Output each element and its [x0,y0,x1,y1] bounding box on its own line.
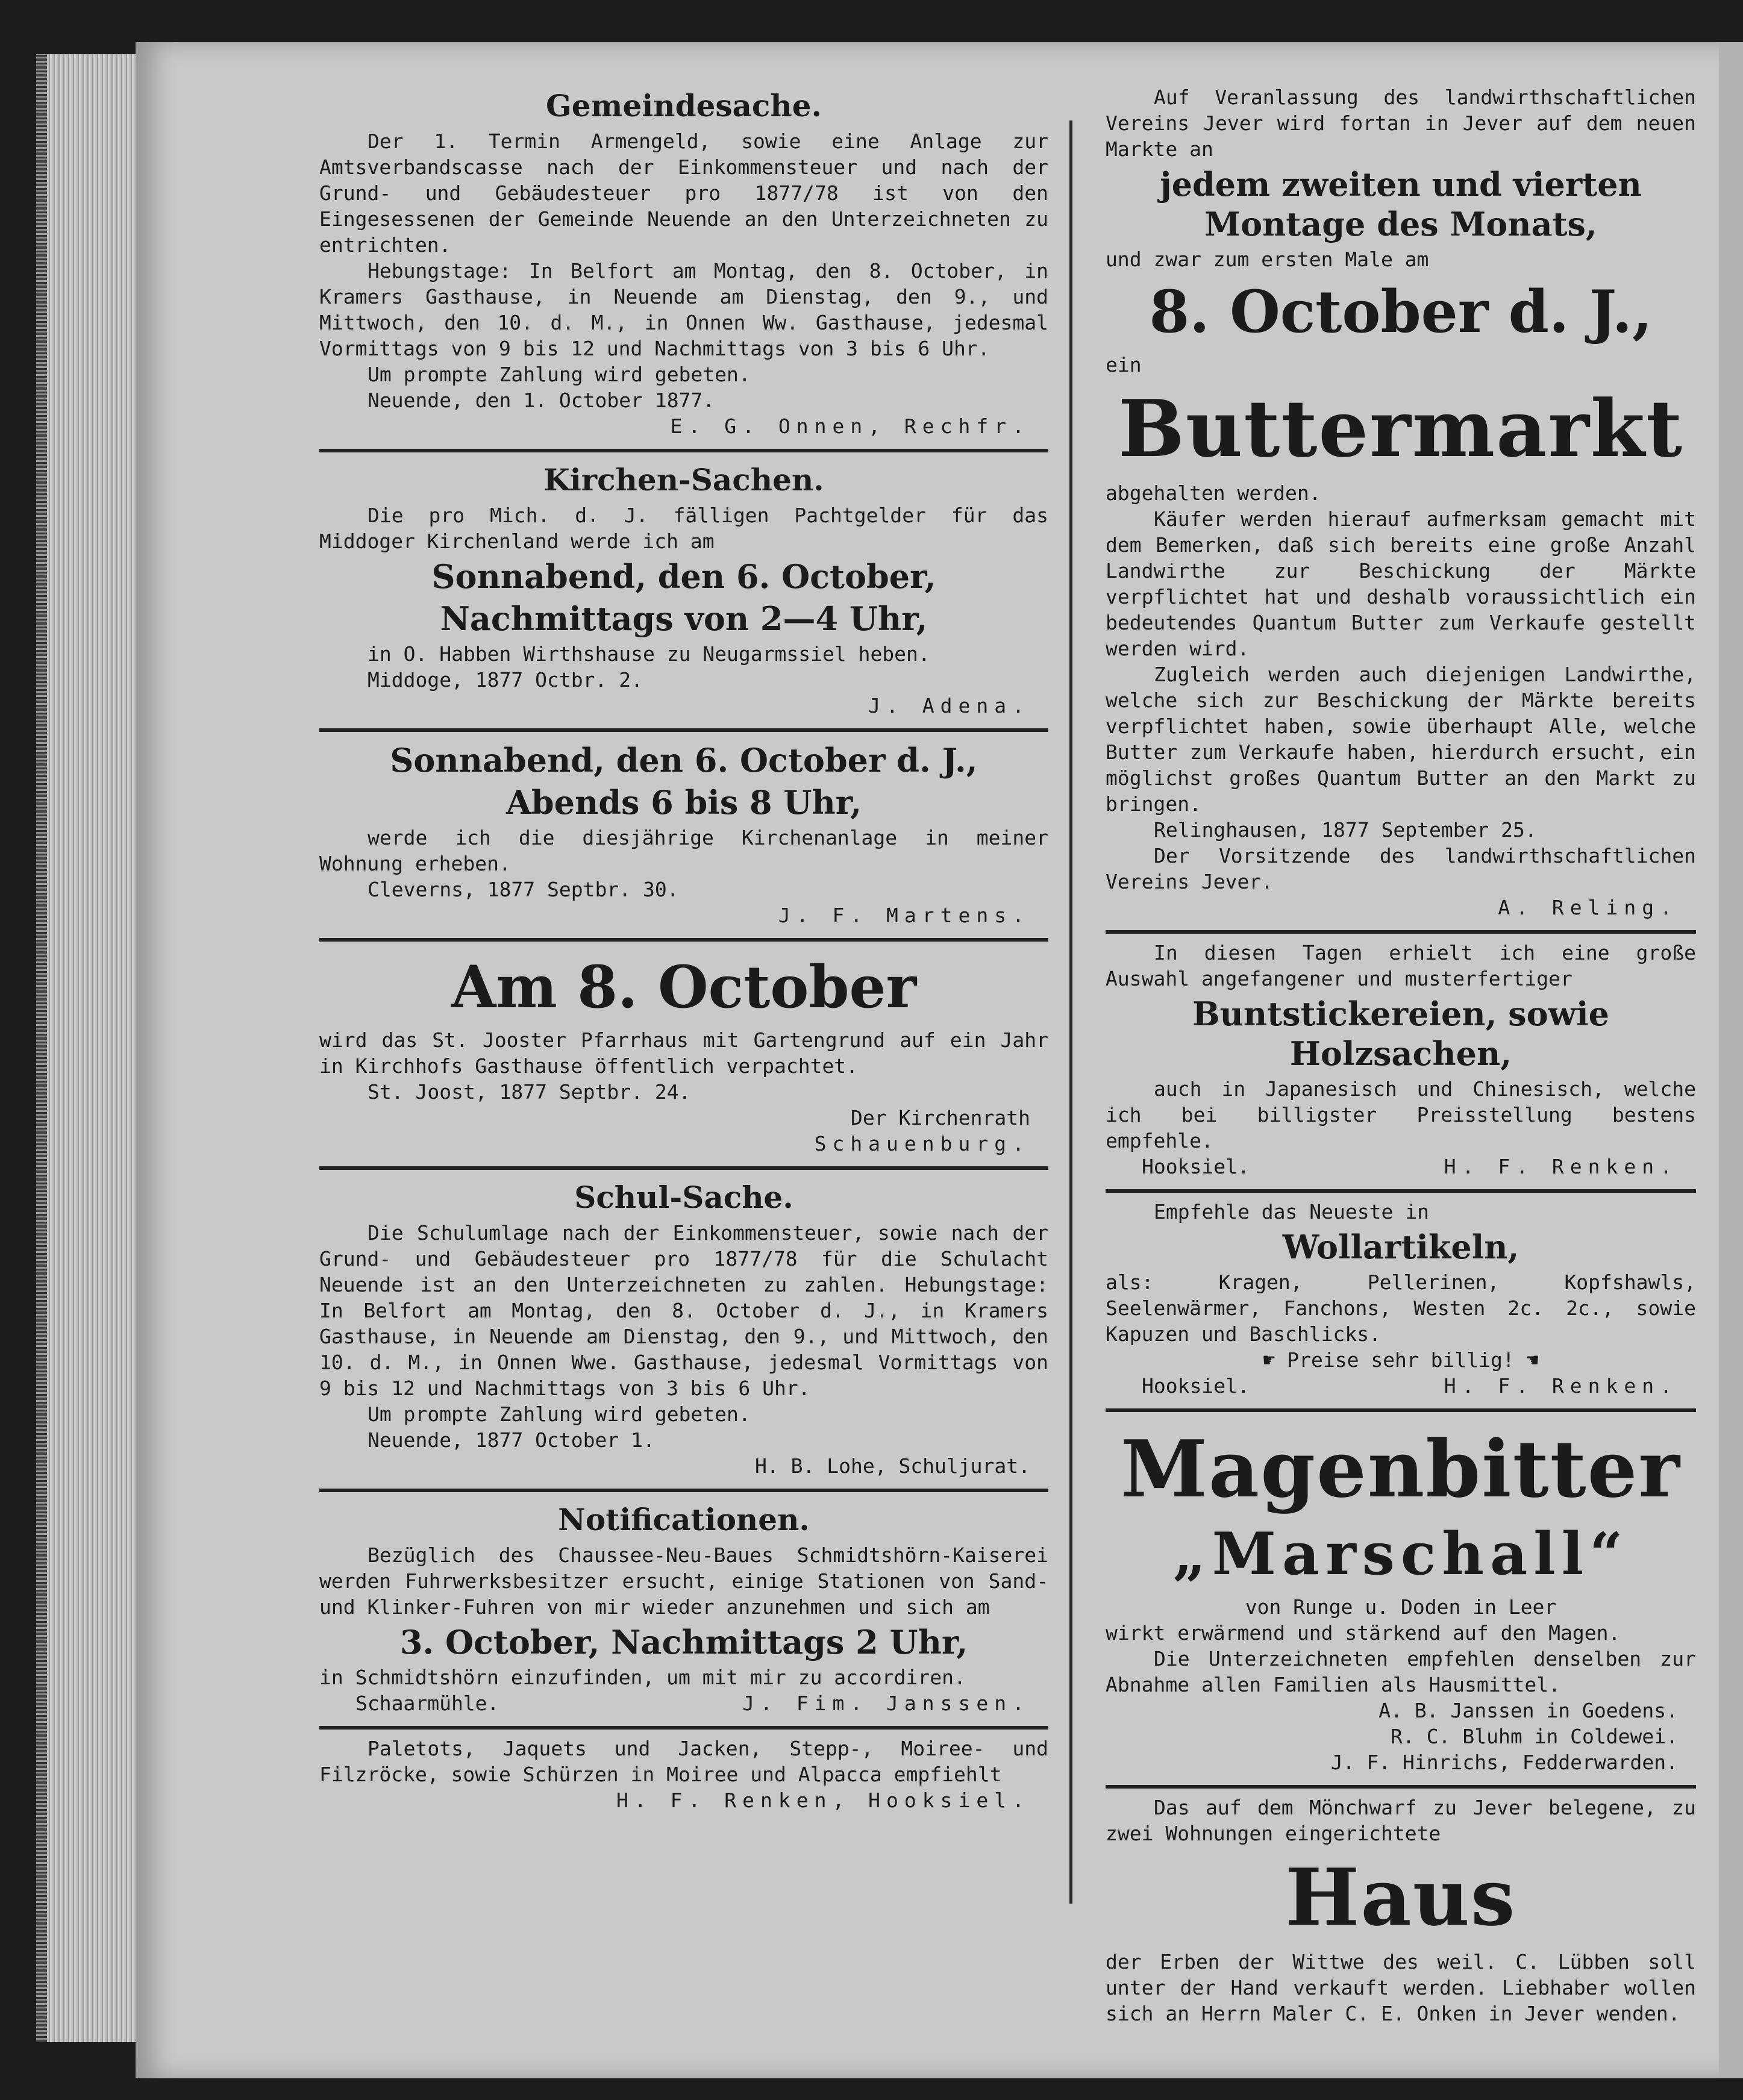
page-right-strip [1719,42,1743,2078]
ad-signature: J. F. Hinrichs, Fedderwarden. [1330,1751,1678,1774]
notice-signature: E. G. Onnen, Rechfr. [670,414,1030,438]
ad-signature-row [1106,1154,1696,1180]
headline: Nachmittags von 2—4 Uhr, [440,599,928,638]
ad-place: Hooksiel. [1142,1374,1250,1398]
left-column [319,78,1048,1823]
notice-text: abgehalten werden. [1106,481,1321,505]
notice-buttermarkt [1106,78,1696,934]
notice-signature: J. F. Martens. [778,904,1030,927]
notice-date: Neuende, den 1. October 1877. [368,389,715,412]
section-title: Notificationen. [558,1502,810,1537]
ad-signature: H. F. Renken, Hooksiel. [616,1789,1030,1812]
notice-signature-row [319,1690,1048,1716]
notice-kirchen-sachen [319,452,1048,732]
notice-pfarrhaus [319,942,1048,1170]
ad-text: auch in Japanesisch und Chinesisch, welche ich bei billigster Preisstellung bestens empfehle. [1106,1077,1696,1152]
notice-text: ein [1106,353,1142,377]
headline-marschall: „Marschall“ [1172,1520,1629,1588]
notice-text: Um prompte Zahlung wird gebeten. [368,363,751,386]
ad-text: als: Kragen, Pellerinen, Kopfshawls, Seelenwärmer, Fanchons, Westen 2c. 2c., sowie Kapuzen und Baschlicks. [1106,1270,1696,1346]
notice-date: Relinghausen, 1877 September 25. [1154,818,1537,842]
right-column [1106,78,1696,2036]
notice-gemeindesache [319,78,1048,452]
notice-text: werde ich die diesjährige Kirchenanlage in meiner Wohnung erheben. [319,826,1048,875]
ad-text: Die Unterzeichneten empfehlen denselben zur Abnahme allen Familien als Hausmittel. [1106,1647,1696,1696]
notice-date: Neuende, 1877 October 1. [368,1428,655,1452]
notice-text: Der 1. Termin Armengeld, sowie eine Anlage zur Amtsverbandscasse nach der Einkommensteuer und nach der Grund- und Gebäudesteuer pro 1877/78 ist von den Eingesessenen der Gemeinde Neuende an den Unterzeichneten zu entrichten. [319,130,1048,257]
ad-paletots [319,1730,1048,1823]
headline: jedem zweiten und vierten Montage des Monats, [1160,165,1642,243]
notice-text: in O. Habben Wirthshause zu Neugarmssiel heben. [368,642,930,666]
notice-signature: H. B. Lohe, Schuljurat. [755,1454,1030,1478]
ad-signature: H. F. Renken. [1444,1155,1678,1178]
notice-signature: J. Fim. Janssen. [742,1692,1030,1715]
notice-text: Käufer werden hierauf aufmerksam gemacht mit dem Bemerken, daß sich bereits eine große Anzahl Landwirthe zur Beschickung der Märkte verpflichtet hat und deshalb voraussichtlich ein bedeutendes Quantum Butter zum Verkaufe gestellt werden wird. [1106,507,1696,660]
notice-text: Bezüglich des Chaussee-Neu-Baues Schmidtshörn-Kaiserei werden Fuhrwerksbesitzer ersucht, einige Stationen von Sand- und Klinker-Fuhren von mir wieder anzunehmen und sich am [319,1543,1048,1619]
section-title: Kirchen-Sachen. [543,462,824,498]
notice-signature: Schauenburg. [814,1132,1030,1155]
ad-signature: A. B. Janssen in Goedens. [1378,1699,1678,1722]
ad-text: wirkt erwärmend und stärkend auf den Magen. [1106,1621,1621,1645]
ad-text: Paletots, Jaquets und Jacken, Stepp-, Moiree- und Filzröcke, sowie Schürzen in Moiree und Alpacca empfiehlt [319,1737,1048,1786]
ad-magenbitter [1106,1412,1696,1789]
book-edge [36,54,137,2042]
notice-text: Hebungstage: In Belfort am Montag, den 8. October, in Kramers Gasthause, in Neuende am Dienstag, den 9., und Mittwoch, den 10. d. M., in Onnen Ww. Gasthause, jedesmal Vormittags von 9 bis 12 und Nachmittags von 3 bis 6 Uhr. [319,259,1048,360]
book-edge-speckle [36,54,47,2042]
notice-signature: A. Reling. [1498,896,1678,919]
headline: Abends 6 bis 8 Uhr, [505,783,862,822]
notice-date: Cleverns, 1877 Septbr. 30. [368,878,679,901]
notice-text: Die Schulumlage nach der Einkommensteuer, sowie nach der Grund- und Gebäudesteuer pro 1877/78 für die Schulacht Neuende ist an den Unterzeichneten zu zahlen. Hebungstage: In Belfort am Montag, den 8. October d. J., in Kramers Gasthause, in Neuende am Dienstag, den 9., und Mittwoch, den 10. d. M., in Onnen Wwe. Gasthause, jedesmal Vormittags von 9 bis 12 und Nachmittags von 3 bis 6 Uhr. [319,1221,1048,1400]
headline: Sonnabend, den 6. October, [431,557,936,596]
notice-text: in Schmidtshörn einzufinden, um mit mir zu accordiren. [319,1666,966,1689]
headline: 8. October d. J., [1149,278,1653,346]
ad-text: Das auf dem Mönchwarf zu Jever belegene, zu zwei Wohnungen eingerichtete [1106,1796,1696,1845]
section-title: Schul-Sache. [574,1180,793,1215]
notice-place: Schaarmühle. [355,1692,499,1715]
notice-signature: J. Adena. [868,694,1030,717]
ad-text: Empfehle das Neueste in [1154,1200,1429,1223]
headline: Sonnabend, den 6. October d. J., [390,741,978,780]
notice-notificationen [319,1492,1048,1730]
ad-signature: R. C. Bluhm in Coldewei. [1391,1725,1678,1748]
notice-date: St. Joost, 1877 Septbr. 24. [368,1080,691,1104]
column-divider [1069,120,1072,1904]
notice-date: Middoge, 1877 Octbr. 2. [368,668,643,692]
ad-text: In diesen Tagen erhielt ich eine große Auswahl angefangener und musterfertiger [1106,941,1696,990]
ad-haus [1106,1789,1696,2036]
ad-signature: H. F. Renken. [1444,1374,1678,1398]
ad-signature-row [1106,1373,1696,1399]
headline: Am 8. October [451,953,917,1021]
headline: Wollartikeln, [1282,1228,1519,1266]
notice-text: Die pro Mich. d. J. fälligen Pachtgelder für das Middoger Kirchenland werde ich am [319,504,1048,553]
headline-buttermarkt: Buttermarkt [1118,383,1684,475]
ad-wollartikel [1106,1193,1696,1412]
ad-buntstickereien [1106,934,1696,1193]
ad-text: der Erben der Wittwe des weil. C. Lübben soll unter der Hand verkauft werden. Liebhaber wollen sich an Herrn Maler C. E. Onken in Jever wenden. [1106,1950,1696,2025]
ad-text: von Runge u. Doden in Leer [1245,1595,1557,1619]
notice-text: und zwar zum ersten Male am [1106,248,1429,271]
notice-text: Der Vorsitzende des landwirthschaftlichen Vereins Jever. [1106,844,1696,893]
headline: Buntstickereien, sowie Holzsachen, [1192,995,1609,1073]
notice-text: Zugleich werden auch diejenigen Landwirthe, welche sich zur Beschickung der Märkte bereits verpflichtet haben, sowie überhaupt Alle, welche Butter zum Verkaufe haben, hierdurch ersucht, ein möglichst großes Quantum Butter an den Markt zu bringen. [1106,663,1696,816]
ad-price-note: ☛ Preise sehr billig! ☚ [1263,1348,1539,1372]
notice-kirchenanlage [319,732,1048,942]
headline-magenbitter: Magenbitter [1121,1423,1681,1515]
notice-text: Auf Veranlassung des landwirthschaftlichen Vereins Jever wird fortan in Jever auf dem neuen Markte an [1106,86,1696,161]
headline: 3. October, Nachmittags 2 Uhr, [399,1623,968,1661]
notice-schul-sache [319,1170,1048,1492]
ad-place: Hooksiel. [1142,1155,1250,1178]
headline-haus: Haus [1285,1851,1516,1943]
section-title: Gemeindesache. [546,88,822,123]
notice-signature: Der Kirchenrath [850,1106,1030,1130]
notice-text: Um prompte Zahlung wird gebeten. [368,1402,751,1426]
notice-text: wird das St. Jooster Pfarrhaus mit Gartengrund auf ein Jahr in Kirchhofs Gasthause öffentlich verpachtet. [319,1028,1048,1078]
